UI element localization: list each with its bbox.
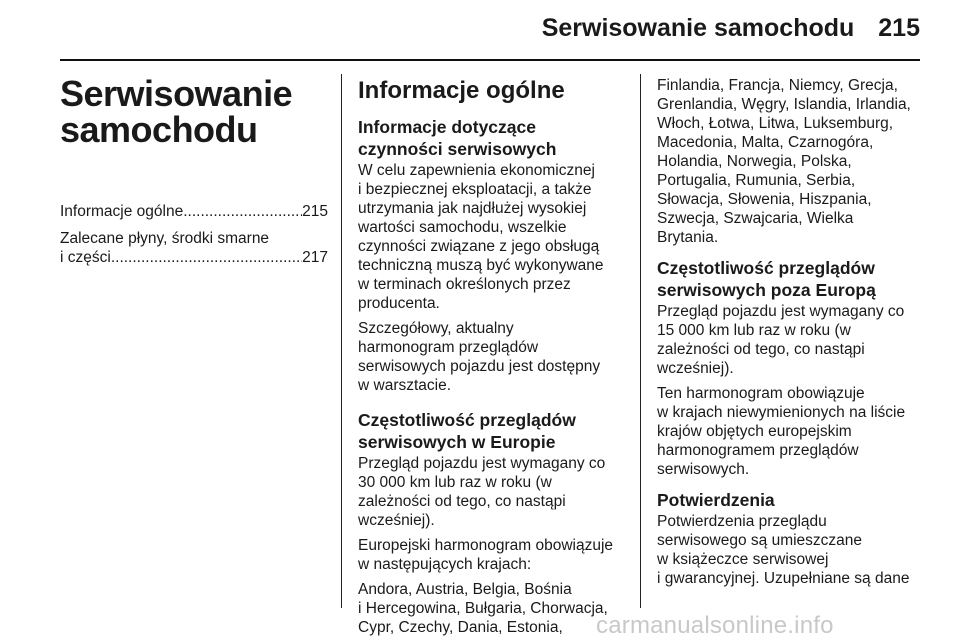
column-2 — [358, 70, 626, 643]
paragraph: Przegląd pojazdu jest wymagany co 30 000 km lub raz w roku (w zależności od tego, co nastąpi wcześniej). — [358, 455, 606, 529]
toc-label: Informacje ogólne — [60, 203, 184, 220]
column-divider-1 — [341, 74, 342, 608]
watermark: carmanualsonline.info — [596, 612, 834, 639]
toc-page: 217 — [302, 249, 328, 266]
paragraph: Potwierdzenia przeglądu serwisowego są umieszczane w książeczce serwisowej i gwarancyjnej. Uzupełniane są dane — [657, 513, 910, 587]
header-title: Serwisowanie samochodu — [541, 14, 855, 42]
subsection-title: Częstotliwość przeglądów serwisowych poza Europą — [657, 258, 876, 300]
paragraph: Ten harmonogram obowiązuje w krajach niewymienionych na liście krajów objętych europejskim harmonogramem przeglądów serwisowych. — [657, 385, 906, 478]
header-rule — [60, 59, 920, 61]
paragraph: Szczegółowy, aktualny harmonogram przeglądów serwisowych pojazdu jest dostępny w warsztacie. — [358, 320, 601, 394]
paragraph: Przegląd pojazdu jest wymagany co 15 000 km lub raz w roku (w zależności od tego, co nastąpi wcześniej). — [657, 303, 905, 377]
toc-label-cont: i części — [60, 249, 111, 266]
toc-label: Zalecane płyny, środki smarne — [60, 230, 270, 247]
column-divider-2 — [640, 74, 641, 608]
chapter-title-line1: Serwisowanie — [60, 73, 293, 114]
section-title: Informacje ogólne — [358, 77, 565, 104]
subsection-title: Informacje dotyczące czynności serwisowych — [358, 117, 557, 159]
running-header — [542, 14, 920, 43]
chapter-title-line2: samochodu — [60, 109, 258, 150]
paragraph: Europejski harmonogram obowiązuje w następujących krajach: — [358, 537, 614, 573]
paragraph: Andora, Austria, Belgia, Bośnia i Hercegowina, Bułgaria, Chorwacja, Cypr, Czechy, Dania, Estonia, — [358, 581, 608, 636]
toc-entry[interactable] — [60, 229, 328, 267]
chapter-title — [60, 73, 328, 150]
toc-entry[interactable] — [60, 202, 328, 221]
page-number: 215 — [878, 14, 920, 42]
toc-leader — [111, 248, 302, 267]
toc-leader — [183, 202, 302, 221]
subsection-title: Potwierdzenia — [657, 490, 775, 510]
paragraph: Finlandia, Francja, Niemcy, Grecja, Grenlandia, Węgry, Islandia, Irlandia, Włoch, Łotwa, Litwa, Luksemburg, Macedonia, Malta, Czarnogóra, Holandia, Norwegia, Polska, Portugalia, Rumunia, Serbia, Słowacja, Słowenia, Hiszpania, Szwecja, Szwajcaria, Wielka Brytania. — [657, 77, 911, 246]
toc-page: 215 — [302, 203, 328, 220]
paragraph: W celu zapewnienia ekonomicznej i bezpiecznej eksploatacji, a także utrzymania jak najdłużej wysokiej wartości samochodu, wszelkie czynności związane z jego obsługą techniczną muszą być wykonywane w terminach określonych przez producenta. — [358, 162, 604, 312]
subsection-title: Częstotliwość przeglądów serwisowych w Europie — [358, 410, 576, 452]
column-3 — [657, 70, 925, 594]
column-1 — [60, 70, 328, 275]
